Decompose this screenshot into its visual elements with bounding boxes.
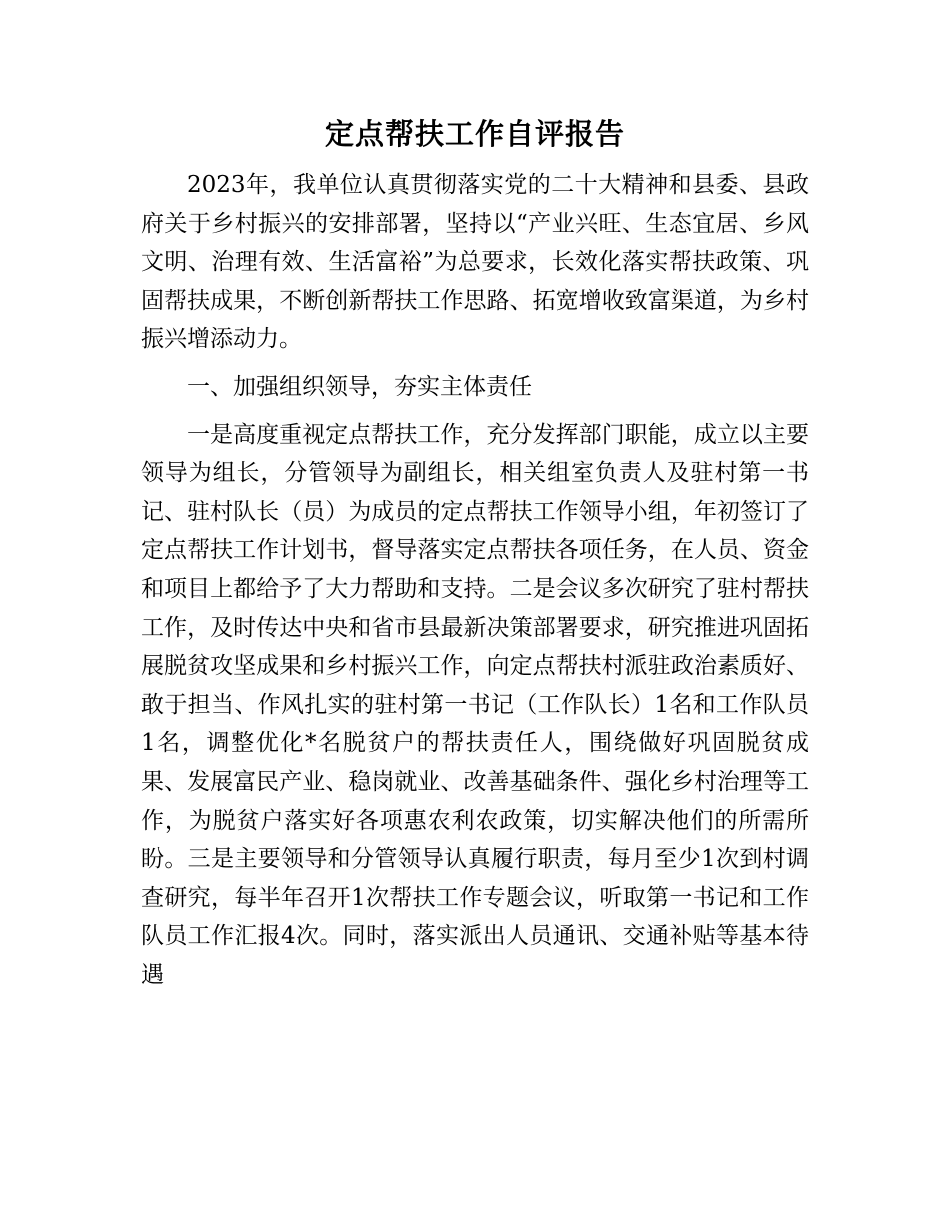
paragraph-gap [141,359,809,368]
section-paragraph: 一是高度重视定点帮扶工作，充分发挥部门职能，成立以主要领导为组长，分管领导为副组长，相关组室负责人及驻村第一书记、驻村队长（员）为成员的定点帮扶工作领导小组，年初签订了定点帮扶工作计划书，督导落实定点帮扶各项任务，在人员、资金和项目上都给予了大力帮助和支持。二是会议多次研究了驻村帮扶工作，及时传达中央和省市县最新决策部署要求，研究推进巩固拓展脱贫攻坚成果和乡村振兴工作，向定点帮扶村派驻政治素质好、敢于担当、作风扎实的驻村第一书记（工作队长）1名和工作队员1名，调整优化*名脱贫户的帮扶责任人，围绕做好巩固脱贫成果、发展富民产业、稳岗就业、改善基础条件、强化乡村治理等工作，为脱贫户落实好各项惠农利农政策，切实解决他们的所需所盼。三是主要领导和分管领导认真履行职责，每月至少1次到村调查研究，每半年召开1次帮扶工作专题会议，听取第一书记和工作队员工作汇报4次。同时，落实派出人员通讯、交通补贴等基本待遇 [141,421,809,988]
document-body [141,166,809,994]
paragraph-gap [141,407,809,416]
section-heading: 一、加强组织领导，夯实主体责任 [187,373,532,400]
document-title: 定点帮扶工作自评报告 [324,117,625,151]
intro-paragraph: 2023年，我单位认真贯彻落实党的二十大精神和县委、县政府关于乡村振兴的安排部署，坚持以“产业兴旺、生态宜居、乡风文明、治理有效、生活富裕”为总要求，长效化落实帮扶政策、巩固帮扶成果，不断创新帮扶工作思路、拓宽增收致富渠道，为乡村振兴增添动力。 [141,172,809,353]
